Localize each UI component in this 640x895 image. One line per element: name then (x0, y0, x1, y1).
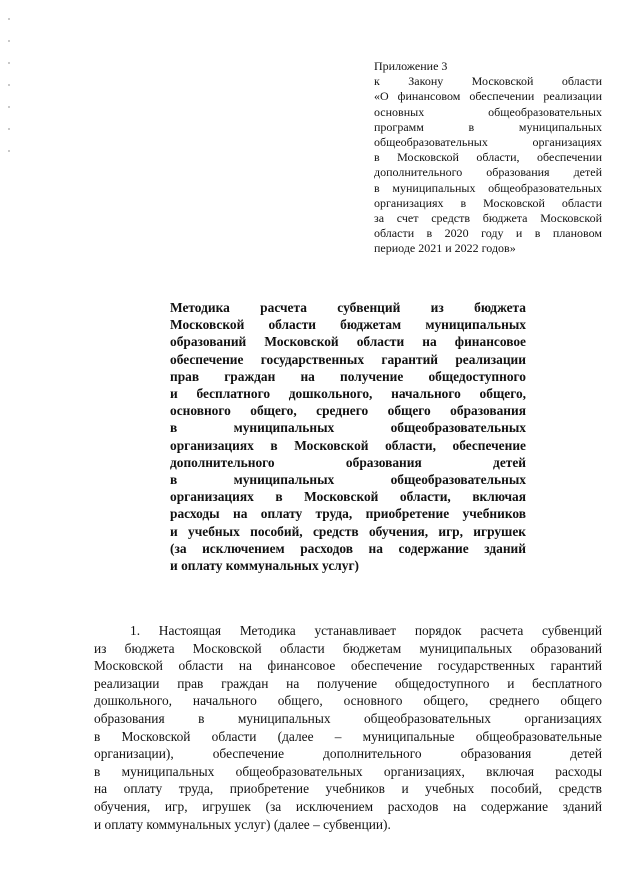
appendix-line: к Закону Московской области (374, 74, 602, 89)
method-title-line: дополнительного образования детей (170, 454, 526, 470)
method-title-line: организациях в Московской области, обеспечение (170, 437, 526, 453)
method-title-line: и бесплатного дошкольного, начального общего, (170, 386, 526, 402)
method-title-line: и учебных пособий, средств обучения, игр, игрушек (170, 523, 526, 539)
body-line: организации), обеспечение дополнительного образования детей (94, 746, 602, 762)
body-line: реализации прав граждан на получение общедоступного и бесплатного (94, 675, 602, 691)
appendix-line: области в 2020 году и в плановом (374, 226, 602, 241)
method-title-line: расходы на оплату труда, приобретение учебников (170, 506, 526, 522)
method-title-line: основного общего, среднего общего образования (170, 403, 526, 419)
method-title-line: Методика расчета субвенций из бюджета (170, 300, 526, 315)
appendix-line: основных общеобразовательных (374, 104, 602, 119)
appendix-line: Приложение 3 (374, 59, 448, 73)
appendix-line: организациях в Московской области (374, 195, 602, 210)
body-line: образования в муниципальных общеобразовательных организациях (94, 710, 602, 726)
appendix-line: общеобразовательных организациях (374, 135, 602, 150)
body-line: 1. Настоящая Методика устанавливает порядок расчета субвенций (130, 623, 602, 638)
appendix-line: в муниципальных общеобразовательных (374, 180, 602, 195)
appendix-line: периоде 2021 и 2022 годов» (374, 241, 516, 256)
body-paragraph (94, 622, 602, 833)
method-title-line: и оплату коммунальных услуг) (170, 558, 360, 574)
body-line: и оплату коммунальных услуг) (далее – субвенции). (94, 816, 391, 832)
body-line: в муниципальных общеобразовательных организациях, включая расходы (94, 763, 602, 779)
body-line: обучения, игр, игрушек (за исключением расходов на содержание зданий (94, 798, 602, 814)
body-line: Московской области на финансовое обеспечение государственных гарантий (94, 658, 602, 674)
method-title-line: в муниципальных общеобразовательных (170, 472, 526, 488)
appendix-line: за счет средств бюджета Московской (374, 211, 602, 226)
body-line: на оплату труда, приобретение учебников и учебных пособий, средств (94, 781, 602, 797)
method-title-line: образований Московской области на финансовое (170, 334, 526, 350)
body-line: дошкольного, начального общего, основного общего, среднего общего (94, 693, 602, 709)
appendix-line: «О финансовом обеспечении реализации (374, 89, 602, 104)
appendix-line: программ в муниципальных (374, 119, 602, 134)
appendix-line: дополнительного образования детей (374, 165, 602, 180)
scan-artifact-dots (6, 18, 46, 168)
method-title-line: Московской области бюджетам муниципальных (170, 317, 526, 333)
body-line: в Московской области (далее – муниципальные общеобразовательные (94, 728, 602, 744)
body-line: из бюджета Московской области бюджетам муниципальных образований (94, 640, 602, 656)
method-title-line: обеспечение государственных гарантий реализации (170, 351, 526, 367)
method-title-line: (за исключением расходов на содержание зданий (170, 540, 526, 556)
method-title-line: в муниципальных общеобразовательных (170, 420, 526, 436)
method-title-line: организациях в Московской области, включая (170, 489, 526, 505)
appendix-header (374, 59, 602, 257)
appendix-line: в Московской области, обеспечении (374, 150, 602, 165)
method-title (170, 299, 526, 574)
method-title-line: прав граждан на получение общедоступного (170, 368, 526, 384)
